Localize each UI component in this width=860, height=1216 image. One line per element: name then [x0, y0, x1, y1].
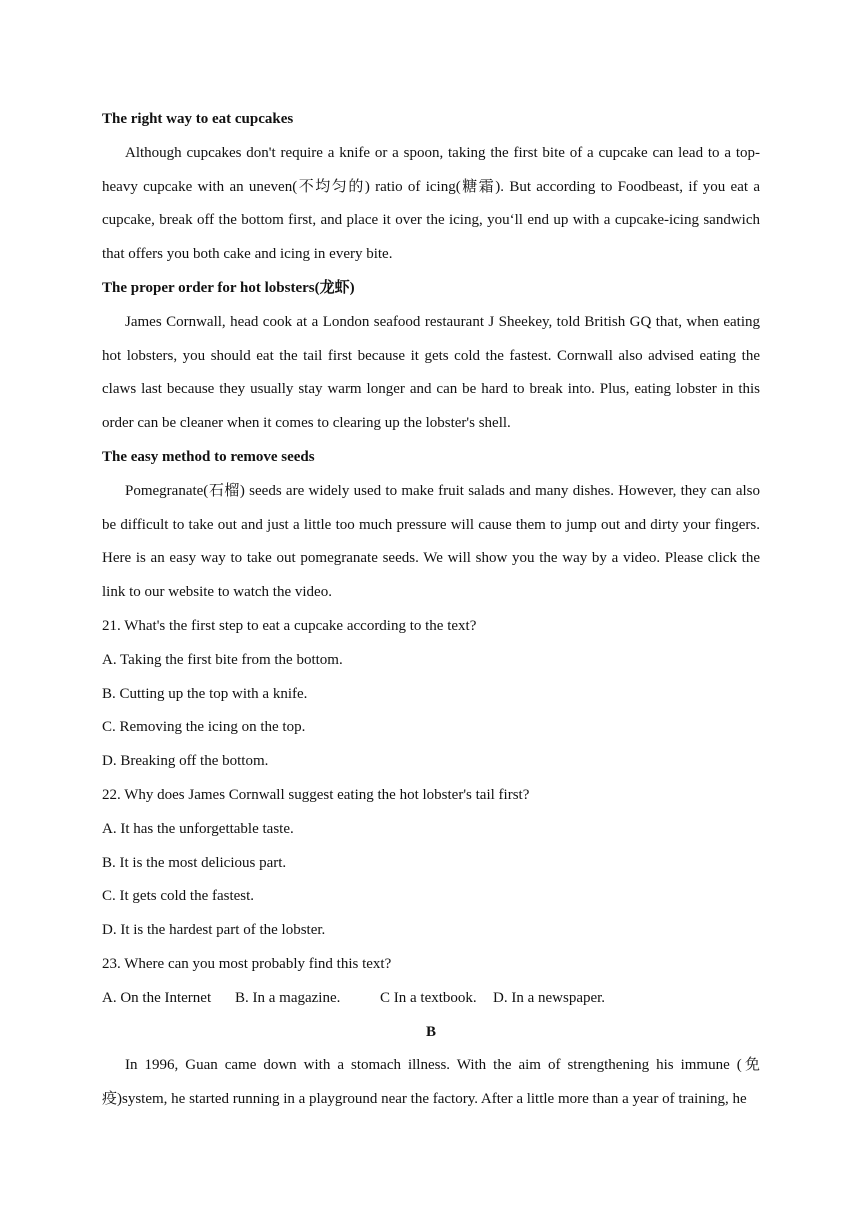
section-heading-cupcakes: The right way to eat cupcakes	[102, 111, 294, 127]
section-heading-lobsters: The proper order for hot lobsters(龙虾)	[102, 279, 355, 296]
question-23-stem: 23. Where can you most probably find this text?	[102, 955, 392, 972]
question-22-option-d: D. It is the hardest part of the lobster.	[102, 922, 326, 939]
part-b-label: B	[425, 1023, 436, 1040]
section-body-lobsters: James Cornwall, head cook at a London seafood restaurant J Sheekey, told British GQ that, when eating hot lobsters, you should eat the tail first because it gets cold the fastest. Cornwall also advised eating the claws last because they usually stay warm longer and can be hard to break into. Plus, eating lobster in this order can be cleaner when it comes to clearing up the lobster's shell.	[102, 313, 760, 432]
question-21-option-c: C. Removing the icing on the top.	[102, 719, 306, 736]
question-22-option-b: B. It is the most delicious part.	[102, 854, 287, 871]
question-22-option-c: C. It gets cold the fastest.	[102, 888, 255, 905]
question-23-options	[102, 982, 760, 1016]
section-heading-seeds: The easy method to remove seeds	[102, 448, 315, 465]
question-21-option-b: B. Cutting up the top with a knife.	[102, 685, 308, 702]
question-21-option-d: D. Breaking off the bottom.	[102, 753, 269, 770]
question-21-option-a: A. Taking the first bite from the bottom.	[102, 651, 343, 668]
section-body-seeds: Pomegranate(石榴) seeds are widely used to make fruit salads and many dishes. However, they can also be difficult to take out and just a little too much pressure will cause them to jump out and dirty your fingers. Here is an easy way to take out pomegranate seeds. We will show you the way by a video. Please click the link to our website to watch the video.	[102, 482, 760, 601]
question-21-stem: 21. What's the first step to eat a cupcake according to the text?	[102, 617, 477, 634]
section-body-cupcakes: Although cupcakes don't require a knife or a spoon, taking the first bite of a cupcake can lead to a top-heavy cupcake with an uneven(不均匀的) ratio of icing(糖霜). But according to Foodbeast, if you eat a cupcake, break off the bottom first, and place it over the icing, you‘ll end up with a cupcake-icing sandwich that offers you both cake and icing in every bite.	[102, 144, 760, 263]
question-22-stem: 22. Why does James Cornwall suggest eating the hot lobster's tail first?	[102, 786, 530, 803]
question-23-option-a: A. On the Internet	[102, 989, 212, 1006]
question-23-option-d: D. In a newspaper.	[493, 989, 606, 1006]
question-22-option-a: A. It has the unforgettable taste.	[102, 820, 294, 837]
question-23-option-b: B. In a magazine.	[235, 989, 341, 1006]
part-b-body: In 1996, Guan came down with a stomach illness. With the aim of strengthening his immune (免疫)system, he started running in a playground near the factory. After a little more than a year of training, he	[102, 1057, 760, 1108]
document-content	[102, 103, 760, 1117]
question-23-option-c: C In a textbook.	[380, 989, 477, 1006]
